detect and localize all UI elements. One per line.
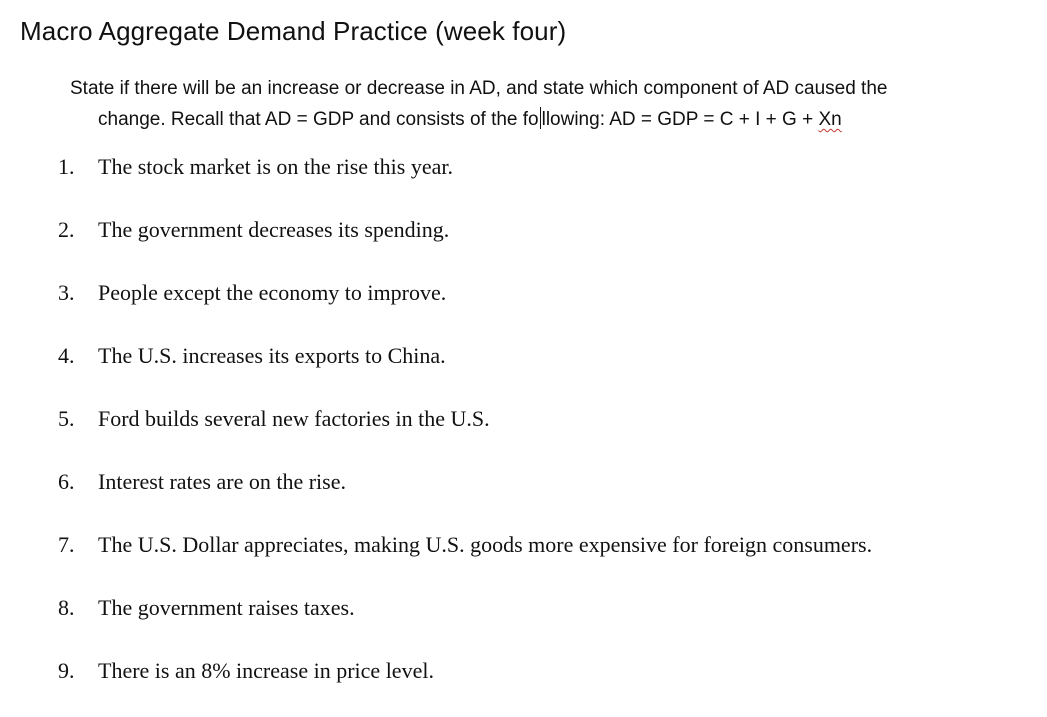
list-item-text: People except the economy to improve. bbox=[98, 280, 447, 305]
list-item bbox=[58, 154, 453, 180]
list-item bbox=[58, 469, 346, 495]
list-item-number: 1. bbox=[58, 154, 75, 179]
list-item-text: There is an 8% increase in price level. bbox=[98, 658, 434, 683]
list-item-text: The U.S. Dollar appreciates, making U.S. goods more expensive for foreign consumers. bbox=[98, 532, 873, 557]
list-item-text: The government decreases its spending. bbox=[98, 217, 450, 242]
list-item-text: Interest rates are on the rise. bbox=[98, 469, 346, 494]
list-item-number: 8. bbox=[58, 595, 75, 620]
instructions-line-2 bbox=[70, 104, 1030, 135]
instructions-line-2-end: llowing: AD = GDP = C + I + G + bbox=[541, 109, 819, 130]
list-item-text: The U.S. increases its exports to China. bbox=[98, 343, 446, 368]
spellcheck-flagged-word[interactable]: Xn bbox=[818, 109, 842, 130]
list-item-text: The stock market is on the rise this year. bbox=[98, 154, 453, 179]
list-item bbox=[58, 595, 355, 621]
list-item bbox=[58, 532, 872, 558]
document-title: Macro Aggregate Demand Practice (week four) bbox=[20, 16, 567, 46]
list-item bbox=[58, 280, 446, 306]
list-item-text: Ford builds several new factories in the U.S. bbox=[98, 406, 490, 431]
instructions-line-1: State if there will be an increase or decrease in AD, and state which component of AD caused the bbox=[70, 78, 888, 99]
instructions-paragraph[interactable] bbox=[70, 73, 1030, 135]
list-item bbox=[58, 343, 446, 369]
list-item-number: 4. bbox=[58, 343, 75, 368]
list-item-number: 6. bbox=[58, 469, 75, 494]
list-item bbox=[58, 217, 449, 243]
list-item-number: 2. bbox=[58, 217, 75, 242]
text-cursor bbox=[540, 107, 541, 129]
list-item bbox=[58, 406, 490, 432]
list-item-number: 5. bbox=[58, 406, 75, 431]
list-item-number: 3. bbox=[58, 280, 75, 305]
list-item-text: The government raises taxes. bbox=[98, 595, 355, 620]
list-item bbox=[58, 658, 434, 684]
list-item-number: 9. bbox=[58, 658, 75, 683]
instructions-line-2-start: change. Recall that AD = GDP and consists of the fo bbox=[98, 109, 539, 130]
list-item-number: 7. bbox=[58, 532, 75, 557]
